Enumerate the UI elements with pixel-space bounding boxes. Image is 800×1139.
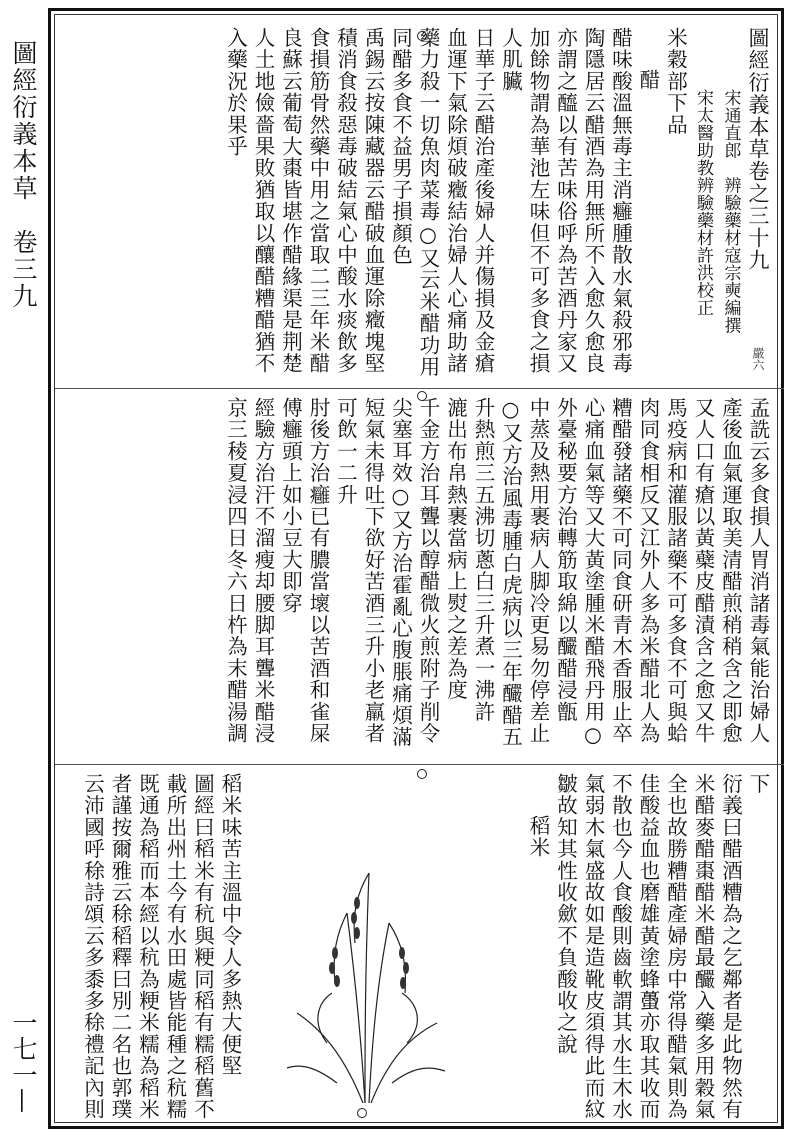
text-line: 孟詵云多食損人胃消諸毒氣能治婦人 — [746, 397, 770, 745]
section-heading: 米穀部下品 — [663, 27, 688, 136]
text-line: 陶隱居云醋酒為用無所不入愈久愈良 — [581, 27, 605, 375]
text-line: 又人口有瘡以黃蘗皮醋漬含之愈又牛 — [691, 397, 715, 745]
panel-top — [57, 17, 781, 385]
text-line: 馬疫病和灌服諸藥不可多食不可與蛤 — [663, 397, 688, 745]
text-line: 良蘇云葡萄大棗皆堪作醋緣渠是荆楚 — [278, 27, 303, 375]
rice-plant-illustration — [277, 853, 452, 1108]
text-line: 醋味酸溫無毒主消癰腫散水氣殺邪毒 — [608, 27, 633, 375]
text-line: 糟醋發諸藥不可同食研青木香服止卒 — [608, 397, 633, 745]
text-columns-top — [93, 27, 771, 379]
text-columns-middle — [93, 397, 771, 755]
text-line: 千金方治耳聾以醇醋微火煎附子削令 — [416, 397, 440, 745]
text-line: 入藥況於果乎 — [223, 27, 248, 158]
text-line: 尖塞耳效○又方治霍亂心腹脹痛煩滿 — [388, 397, 413, 748]
text-line: 加餘物謂為華池左味但不可多食之損 — [526, 27, 550, 375]
panel-bottom — [57, 763, 781, 1123]
side-page-number: 一七一— — [9, 1010, 38, 1114]
text-line: 可飲一二升 — [333, 397, 358, 506]
editor-line-2: 宋太醫助教辨驗藥材許洪校正 — [693, 89, 713, 317]
text-line: 同醋多食不益男子損顏色 — [388, 27, 413, 266]
circle-mark — [417, 769, 427, 779]
text-line: 下 — [746, 773, 770, 795]
text-columns-bottom-left — [80, 773, 243, 1121]
text-line: 既通為稻而本經以秔為粳米糯為稻米 — [135, 773, 160, 1121]
text-line: 載所出州土今有水田處皆能種之秔糯 — [163, 773, 187, 1121]
text-line: 氣弱木氣盛故如是造靴皮須得此而紋 — [581, 773, 605, 1121]
text-columns-bottom-right — [451, 773, 771, 1121]
text-line: 者謹按爾雅云稌稻釋曰別二名也郭璞 — [108, 773, 132, 1121]
text-line: 中蒸及熱用裹病人脚冷更易勿停差止 — [526, 397, 550, 745]
text-line: 產後血氣運取美清醋煎稍稍含之即愈 — [718, 397, 743, 745]
text-line: 肉同食相反又江外人多為米醋北人為 — [636, 397, 660, 745]
entry-heading: 稻米 — [526, 815, 550, 859]
text-line: 外臺秘要方治轉筋取綿以釅醋浸甑 — [553, 397, 578, 723]
entry-line: 稻米味苦主溫中令人多熱大便堅 — [218, 773, 242, 1077]
text-line: 升熱煎三五沸切蔥白三升煮一沸許 — [471, 397, 495, 723]
text-line: 人土地儉嗇果敗猶取以釀醋糟醋猶不 — [251, 27, 275, 375]
entry-title: 醋 — [636, 69, 660, 91]
page-mark: 嚴六 — [751, 347, 765, 371]
text-line: 亦謂之醯以有苦味俗呼為苦酒丹家又 — [553, 27, 578, 375]
text-line: 短氣未得吐下欲好苦酒三升小老羸者 — [361, 397, 385, 745]
text-line: ○又方治風毒腫白虎病以三年釅醋五 — [498, 397, 523, 748]
divider — [54, 388, 784, 389]
circle-mark — [417, 391, 427, 401]
panel-middle — [57, 387, 781, 761]
text-line: 心痛血氣等又大黃塗腫米醋飛丹用○ — [581, 397, 605, 748]
circle-mark — [417, 31, 427, 41]
text-line: 衍義曰醋酒糟為之乞鄰者是此物然有 — [718, 773, 743, 1121]
text-line: 漉出布帛熱裹當病上熨之差為度 — [443, 397, 468, 701]
side-title: 圖經衍義本草 卷三九 — [9, 40, 38, 310]
text-line: 圖經曰稻米有秔與粳同稻有糯稻舊不 — [190, 773, 215, 1121]
text-line: 食損筋骨然藥中用之當取二三年米醋 — [306, 27, 330, 375]
text-line: 經驗方治汗不溜瘦却腰脚耳聾米醋浸 — [251, 397, 275, 745]
text-line: 京三稜夏浸四日冬六日杵為末醋湯調 — [223, 397, 248, 745]
text-line: 米醋麥醋棗醋米醋最釅入藥多用穀氣 — [691, 773, 715, 1121]
text-line: 人肌臟 — [498, 27, 523, 93]
editor-line-1: 宋通直郎 辨驗藥材寇宗奭編撰 — [720, 89, 741, 334]
circle-mark — [357, 1108, 367, 1118]
text-line: 肘後方治癰已有膿當壞以苦酒和雀屎 — [306, 397, 330, 745]
rice-plant-drawing — [277, 853, 452, 1108]
volume-title: 圖經衍義本草卷之三十九 — [746, 27, 770, 272]
text-line: 全也故勝糟醋產婦房中常得醋氣則為 — [663, 773, 688, 1121]
text-line: 皺故知其性收歛不負酸收之說 — [553, 773, 578, 1056]
page-frame — [48, 8, 784, 1129]
text-line: 禹錫云按陳藏器云醋破血運除癥塊堅 — [361, 27, 385, 375]
divider — [54, 764, 784, 765]
text-line: 云沛國呼稌詩頌云多黍多稌禮記內則 — [80, 773, 105, 1121]
text-line: 佳酸益血也磨雄黃塗蜂蠆亦取其收而 — [636, 773, 660, 1121]
text-line: 傅癰頭上如小豆大即穿 — [278, 397, 303, 614]
text-line: 血運下氣除煩破癥結治婦人心痛助諸 — [443, 27, 468, 375]
text-line: 積消食殺惡毒破結氣心中酸水痰飲多 — [333, 27, 358, 375]
text-line: 日華子云醋治產後婦人并傷損及金瘡 — [471, 27, 495, 375]
text-line: 不散也今人食酸則齒軟謂其水生木水 — [608, 773, 633, 1121]
text-line: 藥力殺一切魚肉菜毒○又云米醋功用 — [416, 27, 440, 378]
